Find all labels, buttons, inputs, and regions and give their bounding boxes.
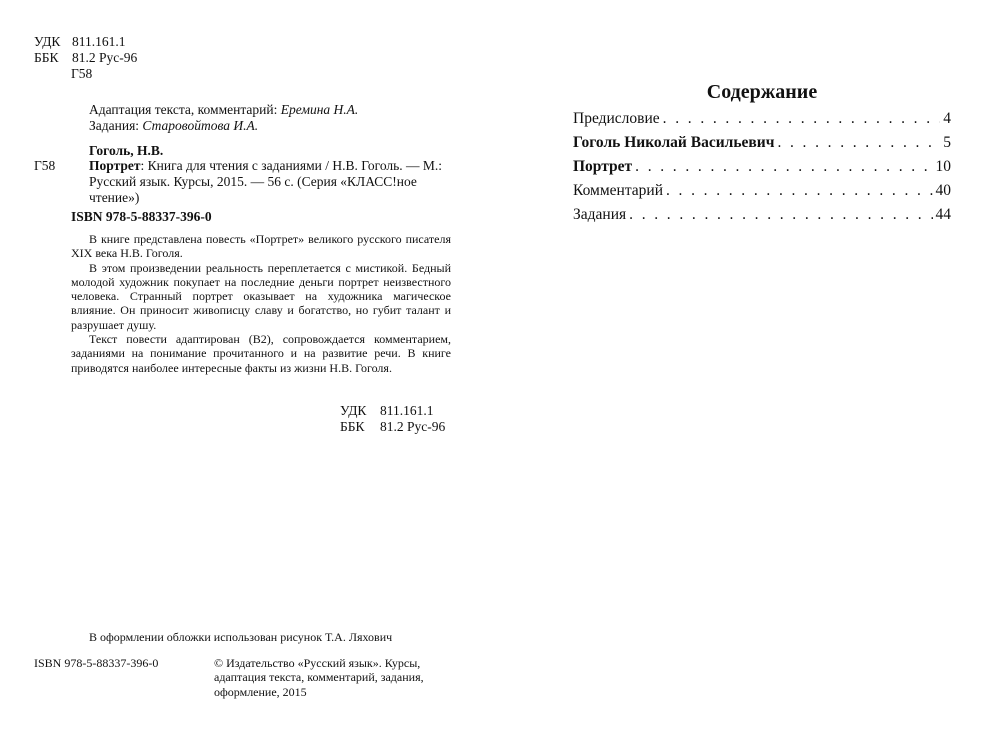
credit-tasks [89, 118, 469, 134]
isbn-main: ISBN 978-5-88337-396-0 [71, 209, 212, 224]
toc-entry[interactable] [573, 134, 951, 158]
credit-adaptation-name: Еремина Н.А. [280, 102, 359, 117]
udk-bbk-block-top [34, 34, 137, 66]
credit-tasks-name: Старовойтова И.А. [142, 118, 259, 133]
toc-entry-page: 10 [935, 158, 951, 175]
author-heading: Гоголь, Н.В. [89, 143, 164, 158]
annotation-paragraph: В этом произведении реальность переплетается с мистикой. Бедный молодой художник покупает на последние деньги портрет неизвестного человека. Странный портрет оказывает на художника магическое влияние. Он приносит живописцу славу и богатство, но губит талант и разрушает душу. [71, 260, 451, 332]
credit-adaptation-label: Адаптация текста, комментарий: [89, 102, 281, 117]
toc-entry[interactable] [573, 206, 951, 230]
toc-entry[interactable] [573, 158, 951, 182]
toc-entry-page: 40 [935, 182, 951, 199]
bibliographic-rest: : Книга для чтения с заданиями / Н.В. Гоголь. — М.: Русский язык. Курсы, 2015. — 56 с. (Серия «КЛАСС!ное чтение») [89, 158, 443, 205]
toc-entry-title: Задания [573, 206, 627, 223]
credits [89, 102, 469, 134]
copyright-notice: © Издательство «Русский язык». Курсы, адаптация текста, комментарий, задания, оформление, 2015 [214, 656, 424, 699]
toc-leader-dots [663, 110, 941, 128]
bbk-label: ББК [340, 419, 365, 434]
udk-value: 811.161.1 [72, 34, 126, 49]
annotation-paragraph: Текст повести адаптирован (В2), сопровождается комментарием, заданиями на понимание прочитанного и на развитие речи. В книге приводятся наиболее интересные факты из жизни Н.В. Гоголя. [71, 332, 451, 375]
udk-row [34, 34, 137, 50]
toc-entry-page: 4 [943, 110, 951, 127]
toc-entry-title: Комментарий [573, 182, 663, 199]
bbk-row [34, 50, 137, 66]
table-of-contents [573, 110, 951, 230]
udk-label: УДК [340, 403, 367, 418]
credit-adaptation [89, 102, 469, 118]
toc-leader-dots [777, 134, 940, 152]
toc-leader-dots [629, 206, 932, 224]
toc-entry-title: Портрет [573, 158, 633, 175]
credit-tasks-label: Задания: [89, 118, 143, 133]
udk-bbk-block-bottom [340, 403, 445, 435]
toc-leader-dots [666, 182, 933, 200]
bbk-value: 81.2 Рус-96 [72, 50, 138, 65]
isbn-bottom: ISBN 978-5-88337-396-0 [34, 656, 159, 670]
toc-entry-title: Предисловие [573, 110, 660, 127]
contents-title: Содержание [706, 81, 818, 103]
toc-entry-title: Гоголь Николай Васильевич [573, 134, 775, 151]
toc-leader-dots [635, 158, 932, 176]
toc-entry[interactable] [573, 182, 951, 206]
annotation [71, 232, 451, 375]
cover-note: В оформлении обложки использован рисунок Т.А. Ляхович [89, 630, 393, 644]
udk-value: 811.161.1 [380, 403, 434, 418]
toc-entry[interactable] [573, 110, 951, 134]
bbk-label: ББК [34, 50, 59, 65]
annotation-paragraph: В книге представлена повесть «Портрет» великого русского писателя XIX века Н.В. Гоголя. [71, 232, 451, 261]
bibliographic-description [89, 158, 459, 206]
cutter-code-left: Г58 [34, 158, 56, 173]
bbk-row [340, 419, 445, 435]
toc-entry-page: 5 [943, 134, 951, 151]
cutter-code-top: Г58 [71, 66, 93, 81]
toc-entry-page: 44 [935, 206, 951, 223]
book-title: Портрет [89, 158, 141, 173]
udk-label: УДК [34, 34, 61, 49]
bbk-value: 81.2 Рус-96 [380, 419, 446, 434]
udk-row [340, 403, 445, 419]
